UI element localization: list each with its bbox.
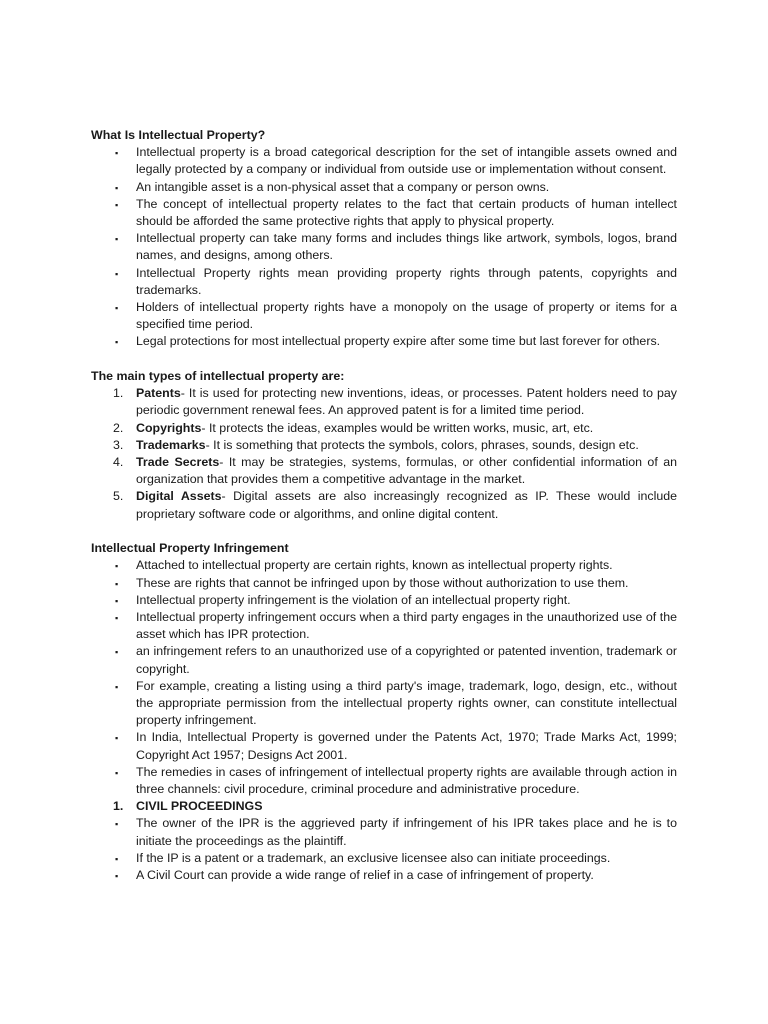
list-item-copyrights [91,420,677,437]
list-item [91,867,677,884]
term-label: Trademarks [136,437,206,452]
list-number: 3. [113,437,124,452]
bullet-marker: ▪ [115,148,119,159]
section-heading: Intellectual Property Infringement [91,541,289,556]
list-item-text: The remedies in cases of infringement of intellectual property rights are available through action in three channels: civil procedure, criminal procedure and administrative procedure. [136,764,677,797]
document-content [91,127,677,884]
paragraph-gap [91,523,677,540]
list-item-patents [91,385,677,419]
list-item-text: If the IP is a patent or a trademark, an exclusive licensee also can initiate proceedings. [136,850,611,865]
bullet-marker: ▪ [115,647,119,658]
list-item-digital-assets [91,488,677,522]
list-item-text: A Civil Court can provide a wide range of relief in a case of infringement of property. [136,868,594,883]
term-description: - It is used for protecting new inventions, ideas, or processes. Patent holders need to pay periodic government renewal fees. An approved patent is for a limited time period. [136,386,677,418]
section-ip-infringement [91,540,677,884]
subheading-label: CIVIL PROCEEDINGS [136,799,263,814]
numbered-list [91,798,677,815]
bullet-marker: ▪ [115,767,119,778]
list-item [91,609,677,643]
bullet-marker: ▪ [115,337,119,348]
list-item-text: Intellectual property infringement is the violation of an intellectual property right. [136,592,571,607]
list-item [91,815,677,849]
bullet-marker: ▪ [115,199,119,210]
list-item-text: The owner of the IPR is the aggrieved party if infringement of his IPR takes place and he is to initiate the proceedings as the plaintiff. [136,816,677,848]
bullet-marker: ▪ [115,871,119,882]
list-item-text: Intellectual property can take many forms and includes things like artwork, symbols, logos, brand names, and designs, among others. [136,231,677,263]
list-item [91,230,677,264]
list-item [91,557,677,574]
list-item-text: Intellectual property infringement occurs when a third party engages in the unauthorized use of the asset which has IPR protection. [136,610,677,642]
list-item [91,333,677,350]
bullet-list [91,144,677,350]
list-item [91,299,677,333]
list-item [91,144,677,178]
section-ip-types [91,368,677,523]
bullet-marker: ▪ [115,303,119,314]
list-item-text: Holders of intellectual property rights have a monopoly on the usage of property or items for a specified time period. [136,300,677,332]
list-item-text: Intellectual property is a broad categorical description for the set of intangible assets owned and legally protected by a company or individual from outside use or implementation without consent. [136,145,677,177]
list-number: 5. [113,489,124,504]
term-label: Patents [136,386,181,401]
bullet-marker: ▪ [115,182,119,193]
bullet-marker: ▪ [115,578,119,589]
list-item [91,179,677,196]
list-item [91,196,677,230]
bullet-marker: ▪ [115,561,119,572]
list-item-trade-secrets [91,454,677,488]
term-label: Digital Assets [136,489,222,504]
list-item-text: For example, creating a listing using a third party's image, trademark, logo, design, etc., without the appropriate permission from the intellectual property rights owner, can constitute intellectual property infringement. [136,678,677,728]
list-item-text: Intellectual Property rights mean providing property rights through patents, copyrights and trademarks. [136,265,677,297]
section-heading: What Is Intellectual Property? [91,128,266,142]
term-description: - Digital assets are also increasingly recognized as IP. These would include proprietary software code or algorithms, and online digital content. [136,489,677,521]
list-item-text: Attached to intellectual property are certain rights, known as intellectual property rights. [136,558,613,573]
term-label: Trade Secrets [136,455,220,470]
term-description: - It may be strategies, systems, formulas, or other confidential information of an organization that provides them a competitive advantage in the market. [136,455,677,487]
list-item [91,592,677,609]
term-description: - It is something that protects the symbols, colors, phrases, sounds, design etc. [205,437,639,452]
list-item [91,764,677,798]
bullet-marker: ▪ [115,613,119,624]
list-item [91,575,677,592]
bullet-list [91,815,677,884]
bullet-marker: ▪ [115,733,119,744]
bullet-marker: ▪ [115,681,119,692]
section-what-is-ip [91,127,677,351]
list-number: 1. [113,386,124,401]
list-item-text: an infringement refers to an unauthorized use of a copyrighted or patented invention, trademark or copyright. [136,644,677,676]
list-item-text: These are rights that cannot be infringed upon by those without authorization to use them. [136,575,629,590]
term-description: - It protects the ideas, examples would be written works, music, art, etc. [201,420,594,435]
list-item-text: Legal protections for most intellectual property expire after some time but last forever for others. [136,334,661,349]
paragraph-gap [91,351,677,368]
subheading-civil-proceedings [91,798,677,815]
list-item [91,729,677,763]
list-number: 1. [113,799,124,814]
section-heading: The main types of intellectual property are: [91,369,345,384]
bullet-marker: ▪ [115,234,119,245]
list-number: 4. [113,455,124,470]
bullet-marker: ▪ [115,819,119,830]
list-item-trademarks [91,437,677,454]
bullet-marker: ▪ [115,268,119,279]
list-item [91,265,677,299]
bullet-list [91,557,677,798]
list-item-text: In India, Intellectual Property is governed under the Patents Act, 1970; Trade Marks Act, 1999; Copyright Act 1957; Designs Act 2001. [136,730,677,762]
list-number: 2. [113,420,124,435]
list-item [91,643,677,677]
list-item-text: The concept of intellectual property relates to the fact that certain products of human intellect should be afforded the same protective rights that apply to physical property. [136,196,677,228]
bullet-marker: ▪ [115,595,119,606]
term-label: Copyrights [136,420,202,435]
numbered-list [91,385,677,523]
list-item [91,678,677,730]
list-item [91,850,677,867]
list-item-text: An intangible asset is a non-physical asset that a company or person owns. [136,179,550,194]
bullet-marker: ▪ [115,853,119,864]
